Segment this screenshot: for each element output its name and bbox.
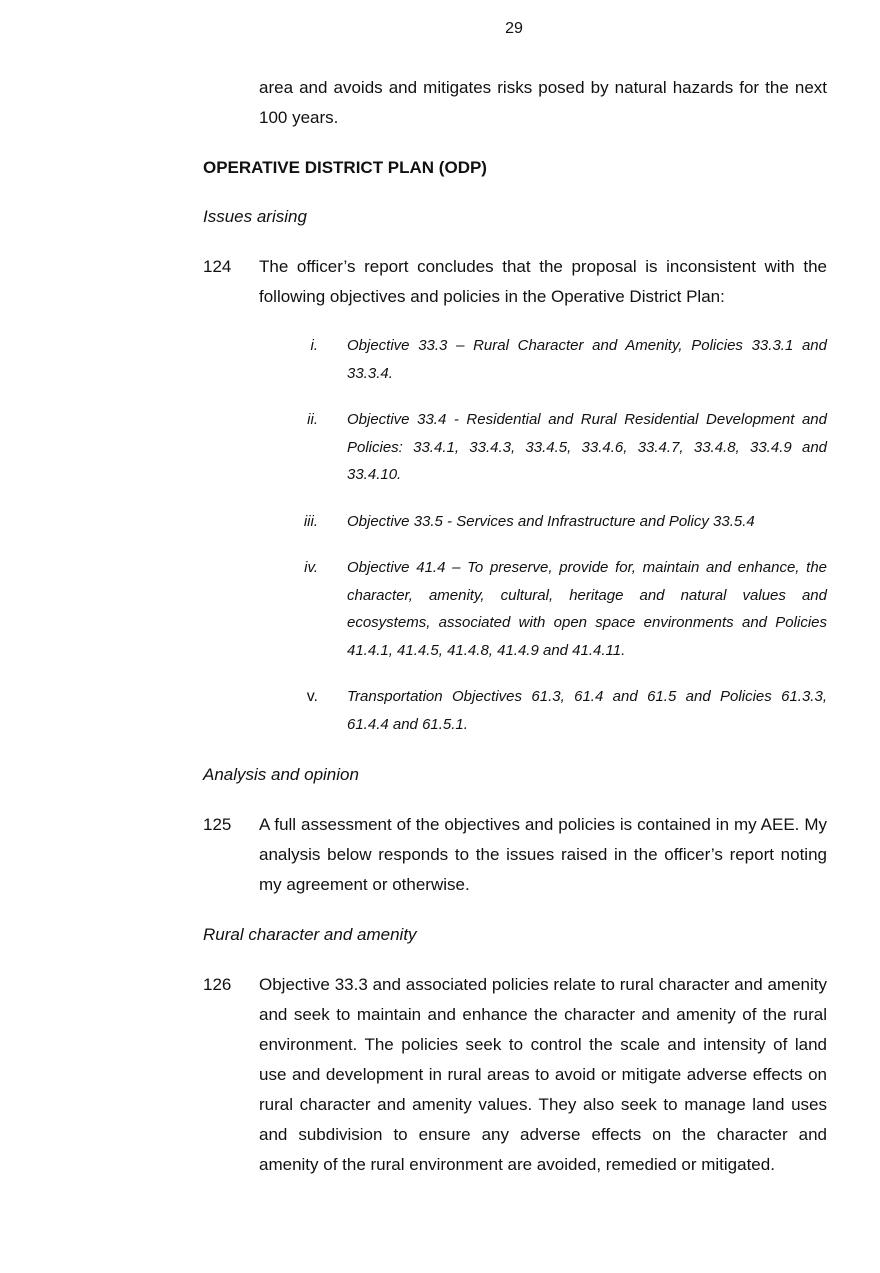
paragraph-text: The officer’s report concludes that the proposal is inconsistent with the following objectives and policies in the Operative District Plan: bbox=[259, 257, 827, 306]
subheading-issues-arising: Issues arising bbox=[203, 207, 307, 226]
list-marker: iv. bbox=[304, 559, 318, 576]
page-number: 29 bbox=[505, 20, 523, 37]
list-item bbox=[296, 554, 827, 664]
objectives-list bbox=[296, 332, 827, 757]
list-item bbox=[296, 332, 827, 387]
paragraph-number: 124 bbox=[203, 257, 232, 276]
paragraph-text: Objective 33.3 and associated policies relate to rural character and amenity and seek to maintain and enhance the character and amenity of the rural environment. The policies seek to control the scale and intensity of land use and development in rural areas to avoid or mitigate adverse effects on rural character and amenity values. They also seek to manage land uses and subdivision to ensure any adverse effects on the character and amenity of the rural environment are avoided, remedied or mitigated. bbox=[259, 975, 827, 1174]
list-marker: iii. bbox=[303, 512, 318, 530]
subheading-analysis-and-opinion: Analysis and opinion bbox=[203, 765, 359, 784]
subheading-rural-character: Rural character and amenity bbox=[203, 925, 417, 944]
paragraph-text: A full assessment of the objectives and policies is contained in my AEE. My analysis below responds to the issues raised in the officer’s report noting my agreement or otherwise. bbox=[259, 815, 827, 894]
paragraph-124 bbox=[203, 252, 827, 312]
list-item-text: Objective 33.5 - Services and Infrastructure and Policy 33.5.4 bbox=[347, 512, 755, 530]
paragraph-number: 125 bbox=[203, 815, 232, 834]
list-item bbox=[296, 508, 827, 536]
list-marker: i. bbox=[310, 337, 318, 354]
list-item bbox=[296, 406, 827, 489]
list-item-text: Objective 41.4 – To preserve, provide for, maintain and enhance, the character, amenity, cultural, heritage and natural values and ecosystems, associated with open space environments and Policies 41.4.1, 41.4.5, 41.4.8, 41.4.9 and 41.4.11. bbox=[347, 559, 827, 659]
section-heading: OPERATIVE DISTRICT PLAN (ODP) bbox=[203, 158, 487, 177]
paragraph-126 bbox=[203, 970, 827, 1180]
list-item-text: Objective 33.3 – Rural Character and Amenity, Policies 33.3.1 and 33.3.4. bbox=[347, 337, 827, 382]
list-item bbox=[296, 683, 827, 738]
list-marker: ii. bbox=[307, 411, 318, 428]
list-item-text: Objective 33.4 - Residential and Rural Residential Development and Policies: 33.4.1, 33.4.3, 33.4.5, 33.4.6, 33.4.7, 33.4.8, 33.4.9 and 33.4.10. bbox=[347, 411, 827, 483]
continued-paragraph: area and avoids and mitigates risks posed by natural hazards for the next 100 years. bbox=[259, 78, 827, 127]
paragraph-125 bbox=[203, 810, 827, 900]
list-item-text: Transportation Objectives 61.3, 61.4 and 61.5 and Policies 61.3.3, 61.4.4 and 61.5.1. bbox=[347, 688, 827, 733]
list-marker: v. bbox=[306, 688, 318, 705]
paragraph-number: 126 bbox=[203, 975, 232, 994]
